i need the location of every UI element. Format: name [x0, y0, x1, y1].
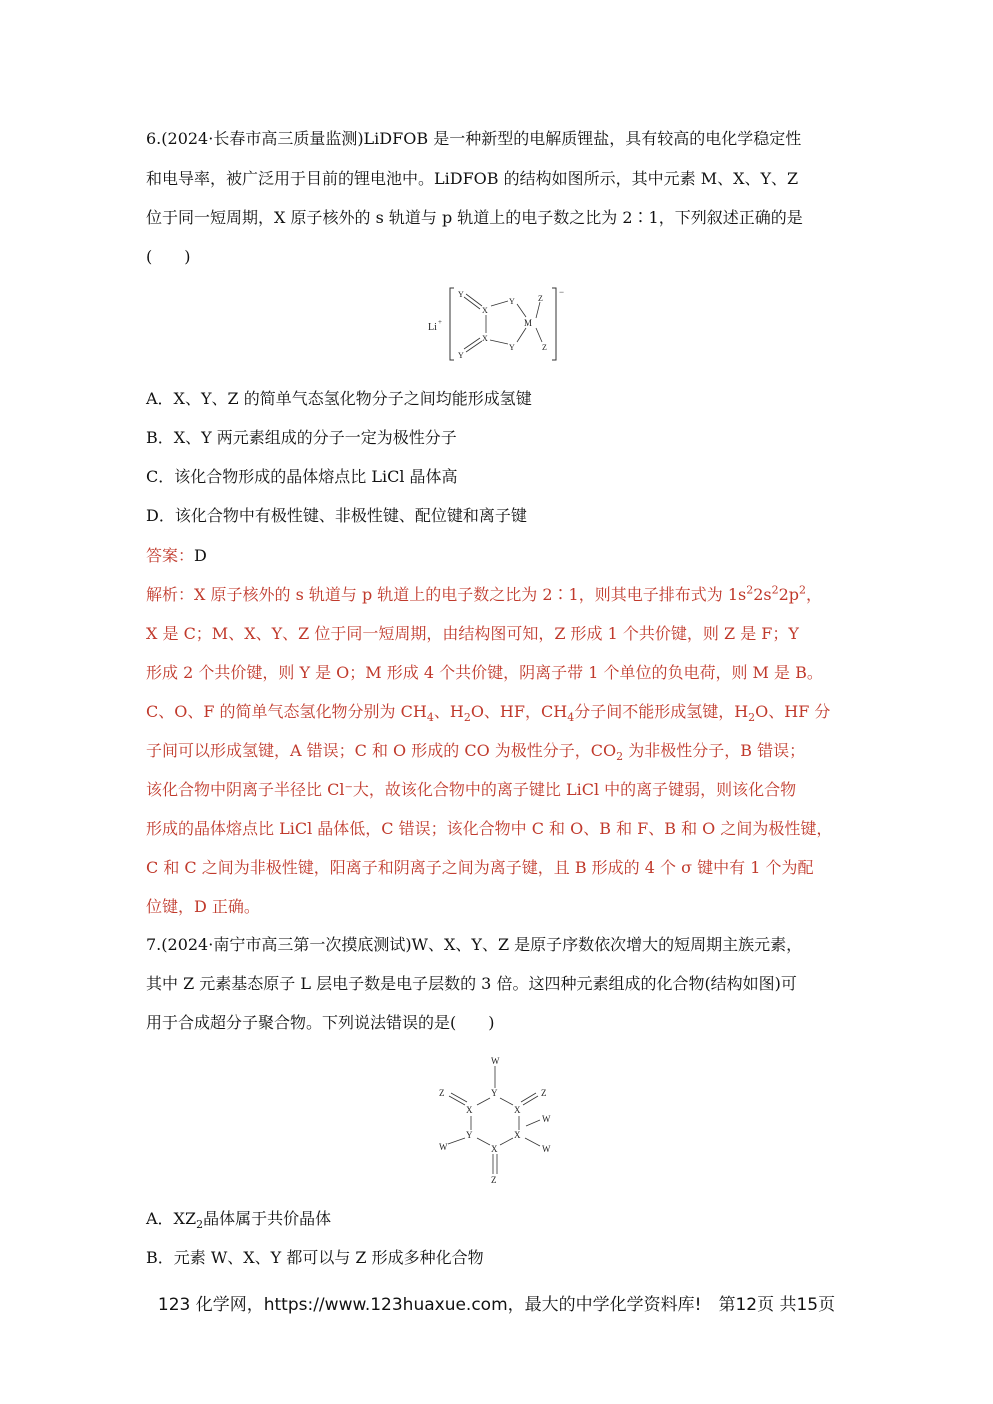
analysis-line-7: 形成的晶体熔点比 LiCl 晶体低，C 错误；该化合物中 C 和 O、B 和 F、B 和 O 之间为极性键，	[146, 819, 833, 838]
q7-atom-x-center: X	[514, 1130, 521, 1140]
analysis-label: 解析：	[146, 585, 195, 604]
analysis-line-9: 位键，D 正确。	[146, 897, 260, 916]
q7-atom-w-right2: W	[542, 1144, 551, 1154]
q6-li: Li	[428, 322, 437, 333]
q6-line-3: 位于同一短周期，X 原子核外的 s 轨道与 p 轨道上的电子数之比为 2∶1，下列叙述正确的是	[146, 208, 803, 227]
q6-option-b: B．X、Y 两元素组成的分子一定为极性分子	[146, 428, 457, 447]
q6-atom-y-top: Y	[458, 290, 464, 299]
q7-atom-y-top: Y	[491, 1088, 498, 1098]
q7-option-b: B．元素 W、X、Y 都可以与 Z 形成多种化合物	[146, 1248, 484, 1267]
q7-atom-x-left: X	[466, 1105, 473, 1115]
q6-option-c: C．该化合物形成的晶体熔点比 LiCl 晶体高	[146, 467, 458, 486]
analysis-line-3: 形成 2 个共价键，则 Y 是 O；M 形成 4 个共价键，阴离子带 1 个单位的负电荷，则 M 是 B。	[146, 663, 823, 682]
q7-atom-y-left: Y	[466, 1130, 473, 1140]
q6-option-d: D．该化合物中有极性键、非极性键、配位键和离子键	[146, 506, 527, 525]
q6-atom-y-mid-bot: Y	[509, 343, 515, 352]
q6-answer	[146, 545, 866, 567]
q6-atom-x-bot: X	[482, 334, 488, 343]
analysis-line-2: X 是 C；M、X、Y、Z 位于同一短周期，由结构图可知，Z 形成 1 个共价键，则 Z 是 F；Y	[146, 624, 799, 643]
q6-atom-z-top: Z	[538, 294, 543, 303]
q6-atom-z-bot: Z	[542, 343, 547, 352]
q7-option-a: A．$XZ_2$晶体属于共价晶体	[146, 1209, 332, 1232]
q6-atom-x-top: X	[482, 306, 488, 315]
q6-structure-figure	[420, 284, 580, 364]
analysis-line-4: C、O、F 的简单气态氢化物分别为 $CH_4$、$H_2O$、HF，$CH_4$分子间不能形成氢键，$H_2O$、HF 分	[146, 702, 831, 725]
page-footer: 123 化学网，https://www.123huaxue.com，最大的中学化学资料库! 第12页 共15页	[157, 1295, 836, 1315]
q6-atom-y-bot: Y	[458, 351, 464, 360]
q6-option-a: A．X、Y、Z 的简单气态氢化物分子之间均能形成氢键	[146, 389, 532, 408]
q6-atom-y-mid-top: Y	[509, 297, 515, 306]
analysis-line-5: 子间可以形成氢键，A 错误；C 和 O 形成的 CO 为极性分子，$CO_2$ 为非极性分子，B 错误；	[146, 741, 806, 764]
q7-line-3: 用于合成超分子聚合物。下列说法错误的是( )	[146, 1013, 495, 1032]
q7-atom-x-bot: X	[491, 1144, 498, 1154]
q7-atom-x-right: X	[514, 1105, 521, 1115]
q7-atom-w-left: W	[439, 1142, 448, 1152]
q7-line-1: 7.(2024·南宁市高三第一次摸底测试)W、X、Y、Z 是原子序数依次增大的短周期主族元素，	[146, 935, 803, 954]
answer-label: 答案：	[146, 546, 195, 565]
q7-line-2: 其中 Z 元素基态原子 L 层电子数是电子层数的 3 倍。这四种元素组成的化合物(结构如图)可	[146, 974, 797, 993]
q6-charge: −	[559, 287, 565, 297]
q7-atom-z-bot: Z	[491, 1175, 497, 1185]
q6-line-2: 和电导率，被广泛用于目前的锂电池中。LiDFOB 的结构如图所示，其中元素 M、X、Y、Z	[146, 169, 799, 188]
analysis-line-1: 解析：X 原子核外的 s 轨道与 p 轨道上的电子数之比为 2∶1，则其电子排布式为 $1s^22s^22p^2$，	[146, 583, 823, 604]
q7-atom-w-right1: W	[542, 1114, 551, 1124]
q6-line-4: ( )	[146, 247, 191, 266]
analysis-line-8: C 和 C 之间为非极性键，阳离子和阴离子之间为离子键，且 B 形成的 4 个 σ 键中有 1 个为配	[146, 858, 814, 877]
q7-atom-z-right: Z	[541, 1088, 547, 1098]
q7-structure-figure	[430, 1054, 570, 1186]
analysis-line-6: 该化合物中阴离子半径比 Cl⁻大，故该化合物中的离子键比 LiCl 中的离子键弱，则该化合物	[146, 780, 797, 799]
q6-atom-m: M	[524, 318, 533, 328]
q6-line-1: 6.(2024·长春市高三质量监测)LiDFOB 是一种新型的电解质锂盐，具有较高的电化学稳定性	[146, 129, 802, 148]
answer-value: D	[194, 546, 207, 565]
q6-li-charge: +	[438, 318, 442, 326]
q7-atom-w-top: W	[491, 1056, 500, 1066]
q7-atom-z-left: Z	[439, 1088, 445, 1098]
